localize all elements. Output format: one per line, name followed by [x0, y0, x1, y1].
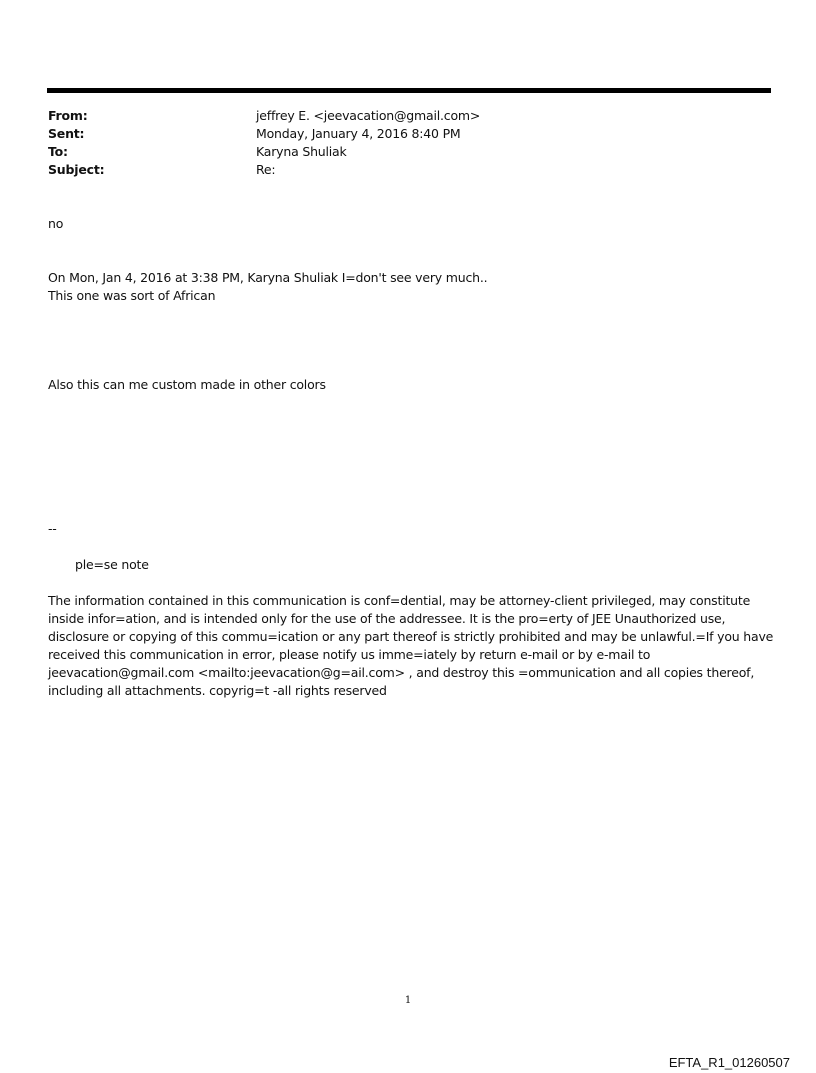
to-row [48, 142, 748, 161]
subject-value: Re: [256, 162, 276, 177]
header-divider [47, 88, 771, 93]
sent-label: Sent: [48, 126, 85, 141]
disclaimer-line: disclosure or copying of this commu=ication or any part thereof is strictly prohibited and may be unlawful.=If you have [48, 629, 774, 644]
sent-row [48, 124, 748, 143]
signature-separator: -- [48, 521, 57, 536]
bates-number: EFTA_R1_01260507 [668, 1055, 790, 1070]
disclaimer-line: including all attachments. copyrig=t -all rights reserved [48, 683, 387, 698]
page-number: 1 [404, 995, 412, 1006]
quote-header: On Mon, Jan 4, 2016 at 3:38 PM, Karyna Shuliak I=don't see very much.. [48, 270, 488, 285]
disclaimer [48, 592, 774, 700]
disclaimer-line: jeevacation@gmail.com <mailto:jeevacation@g=ail.com> , and destroy this =ommunication and all copies thereof, [48, 665, 755, 680]
to-label: To: [48, 144, 68, 159]
from-value: jeffrey E. <jeevacation@gmail.com> [256, 108, 481, 123]
disclaimer-line: inside infor=ation, and is intended only for the use of the addressee. It is the pro=erty of JEE Unauthorized use, [48, 611, 726, 626]
quote-line: This one was sort of African [48, 288, 216, 303]
from-row [48, 106, 748, 125]
signature-note: ple=se note [75, 557, 149, 572]
disclaimer-line: The information contained in this communication is conf=dential, may be attorney-client privileged, may constitute [48, 593, 751, 608]
to-value: Karyna Shuliak [256, 144, 347, 159]
disclaimer-line: received this communication in error, please notify us imme=iately by return e-mail or by e-mail to [48, 647, 651, 662]
reply-text: no [48, 216, 64, 231]
sent-value: Monday, January 4, 2016 8:40 PM [256, 126, 461, 141]
quote-line: Also this can me custom made in other colors [48, 377, 326, 392]
subject-row [48, 160, 748, 179]
from-label: From: [48, 108, 88, 123]
subject-label: Subject: [48, 162, 105, 177]
